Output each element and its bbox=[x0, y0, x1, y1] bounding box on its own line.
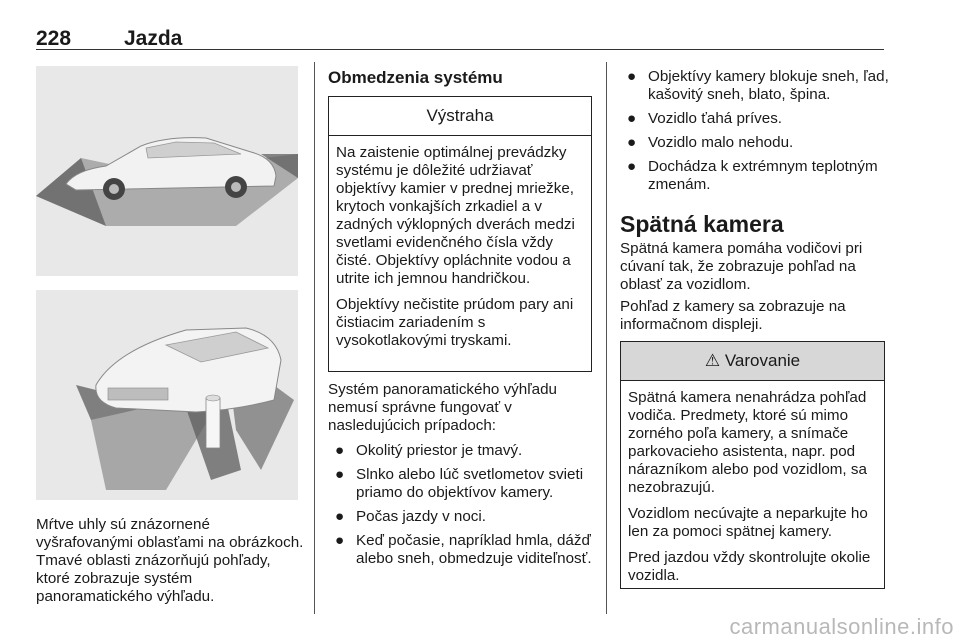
list-item-text: Vozidlo ťahá príves. bbox=[648, 110, 783, 127]
warning-header bbox=[621, 342, 884, 381]
car-front-view-figure bbox=[36, 290, 298, 500]
list-item-text: Dochádza k extrémnym teplotným zmenám. bbox=[648, 158, 878, 193]
bullet-icon: ● bbox=[627, 134, 637, 151]
caution-box bbox=[328, 96, 592, 372]
rear-camera-paragraph: Pohľad z kamery sa zobrazuje na informačnom displeji. bbox=[620, 298, 846, 333]
page-header bbox=[36, 10, 884, 50]
list-item-text: Vozidlo malo nehodu. bbox=[648, 134, 794, 151]
list-item bbox=[328, 508, 596, 526]
bullet-icon: ● bbox=[627, 68, 637, 85]
figure-caption: Mŕtve uhly sú znázornené vyšrafovanými oblasťami na obrázkoch. Tmavé oblasti znázorňujú pohľady, ktoré zobrazuje systém panoramatického výhľadu. bbox=[36, 516, 304, 605]
page-number: 228 bbox=[36, 27, 72, 50]
list-item bbox=[328, 442, 596, 460]
section-heading-rear-camera: Spätná kamera bbox=[620, 211, 784, 237]
bullet-icon: ● bbox=[627, 110, 637, 127]
warning-paragraph: Spätná kamera nenahrádza pohľad vodiča. Predmety, ktoré sú mimo zorného poľa kamery, a snímače parkovacieho asistenta, napr. pod nárazníkom alebo pod vozidlom, sa nezobrazujú. bbox=[628, 389, 867, 496]
limitations-list-continued bbox=[620, 68, 890, 200]
section-heading-limitations: Obmedzenia systému bbox=[328, 68, 503, 87]
rear-camera-paragraph: Spätná kamera pomáha vodičovi pri cúvaní tak, že zobrazuje pohľad na oblasť za vozidlom. bbox=[620, 240, 863, 293]
list-item bbox=[620, 134, 890, 152]
column-divider-left bbox=[314, 62, 315, 614]
site-watermark: carmanualsonline.info bbox=[729, 614, 954, 639]
caution-paragraph: Na zaistenie optimálnej prevádzky systému je dôležité udržiavať objektívy kamier v prednej mriežke, krytoch vonkajších zrkadiel a v zadných výklopných dverách medzi svetlami evidenčného čísla vždy čisté. Objektívy opláchnite vodou a utrite ich jemnou handričkou. bbox=[336, 144, 575, 287]
list-item-text: Objektívy kamery blokuje sneh, ľad, kašovitý sneh, blato, špina. bbox=[648, 68, 889, 103]
column-divider-right bbox=[606, 62, 607, 614]
header-rule bbox=[36, 49, 884, 50]
list-item bbox=[620, 110, 890, 128]
limitations-intro: Systém panoramatického výhľadu nemusí správne fungovať v nasledujúcich prípadoch: bbox=[328, 381, 557, 434]
limitations-list bbox=[328, 442, 596, 574]
warning-box bbox=[620, 341, 885, 589]
car-side-view-figure bbox=[36, 66, 298, 276]
warning-paragraph: Pred jazdou vždy skontrolujte okolie vozidla. bbox=[628, 549, 871, 584]
car-front-view-illustration bbox=[36, 290, 298, 500]
bullet-icon: ● bbox=[335, 442, 345, 459]
list-item bbox=[620, 68, 890, 104]
list-item-text: Keď počasie, napríklad hmla, dážď alebo sneh, obmedzuje viditeľnosť. bbox=[356, 532, 592, 567]
warning-title: Varovanie bbox=[724, 351, 801, 370]
list-item bbox=[620, 158, 890, 194]
bullet-icon: ● bbox=[335, 508, 345, 525]
list-item-text: Počas jazdy v noci. bbox=[356, 508, 486, 525]
bullet-icon: ● bbox=[335, 466, 345, 483]
bullet-icon: ● bbox=[627, 158, 637, 175]
list-item-text: Slnko alebo lúč svetlometov svieti priamo do objektívov kamery. bbox=[356, 466, 584, 501]
list-item-text: Okolitý priestor je tmavý. bbox=[356, 442, 523, 459]
caution-title: Výstraha bbox=[329, 97, 591, 136]
car-side-view-illustration bbox=[36, 66, 298, 276]
list-item bbox=[328, 532, 596, 568]
caution-paragraph: Objektívy nečistite prúdom pary ani čistiacim zariadením s vysokotlakovými tryskami. bbox=[336, 296, 574, 349]
warning-icon: ⚠ bbox=[704, 351, 721, 370]
warning-paragraph: Vozidlom necúvajte a neparkujte ho len za pomoci spätnej kamery. bbox=[628, 505, 868, 540]
bullet-icon: ● bbox=[335, 532, 345, 549]
list-item bbox=[328, 466, 596, 502]
chapter-title: Jazda bbox=[124, 27, 183, 50]
